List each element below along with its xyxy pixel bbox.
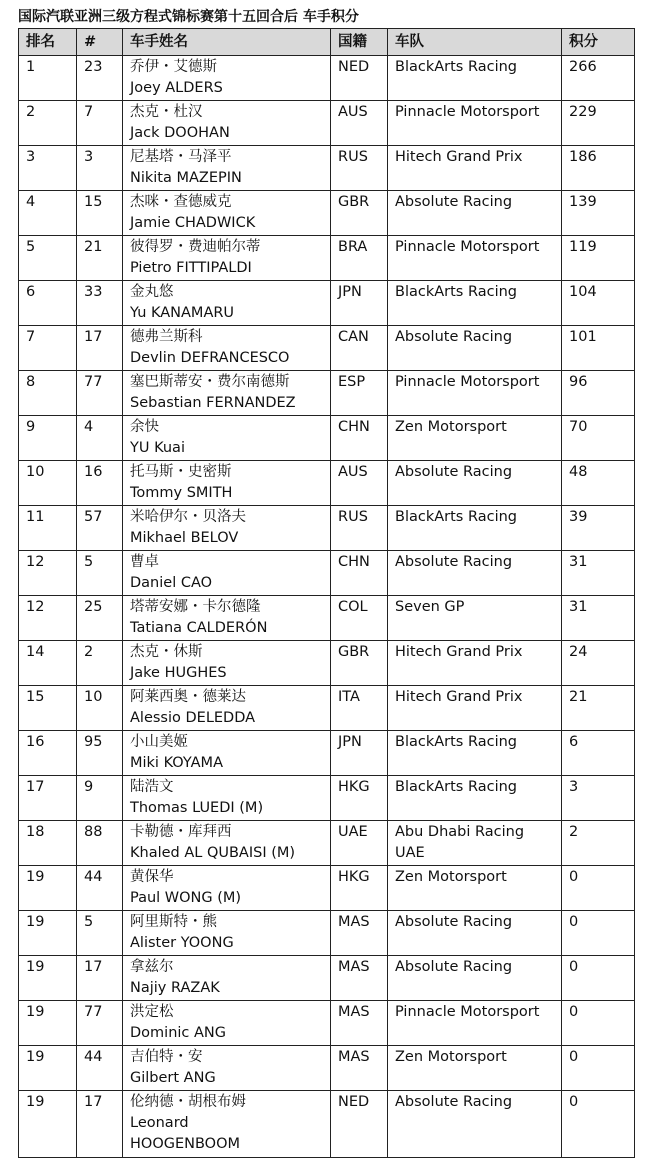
team-name: Pinnacle Motorsport [395,1004,540,1020]
cell-rank: 15 [19,686,77,731]
table-row [19,56,635,101]
cell-number: 95 [77,731,123,776]
cell-rank: 2 [19,101,77,146]
cell-nationality: CHN [331,551,388,596]
cell-points: 0 [562,866,635,911]
cell-rank: 3 [19,146,77,191]
team-name: Pinnacle Motorsport [395,374,540,390]
cell-team [388,686,562,731]
cell-team [388,956,562,1001]
cell-driver [123,101,331,146]
header-points: 积分 [562,29,635,56]
cell-driver [123,416,331,461]
cell-nationality: UAE [331,821,388,866]
driver-name-cn: 小山美姬 [130,734,188,750]
cell-points: 70 [562,416,635,461]
header-nationality: 国籍 [331,29,388,56]
cell-team [388,821,562,866]
team-name: Zen Motorsport [395,1049,507,1065]
cell-number: 5 [77,551,123,596]
table-row [19,956,635,1001]
header-driver: 车手姓名 [123,29,331,56]
cell-nationality: JPN [331,281,388,326]
cell-number: 23 [77,56,123,101]
team-name-line2: UAE [395,845,425,861]
driver-name-en: Najiy RAZAK [130,980,220,996]
cell-team [388,641,562,686]
cell-rank: 4 [19,191,77,236]
table-row [19,461,635,506]
cell-driver [123,596,331,641]
table-row [19,1001,635,1046]
cell-number: 77 [77,371,123,416]
cell-nationality: AUS [331,461,388,506]
cell-nationality: NED [331,56,388,101]
driver-name-en: Thomas LUEDI (M) [130,800,264,816]
cell-nationality: NED [331,1091,388,1158]
cell-points: 229 [562,101,635,146]
cell-rank: 11 [19,506,77,551]
driver-name-en: Jake HUGHES [130,665,227,681]
cell-driver [123,146,331,191]
cell-driver [123,461,331,506]
cell-driver [123,1046,331,1091]
team-name: Zen Motorsport [395,869,507,885]
cell-driver [123,911,331,956]
cell-points: 0 [562,1046,635,1091]
cell-team [388,506,562,551]
cell-number: 7 [77,101,123,146]
cell-nationality: RUS [331,506,388,551]
driver-name-cn: 杰咪・查德威克 [130,194,232,210]
cell-number: 57 [77,506,123,551]
cell-driver [123,236,331,281]
cell-number: 44 [77,1046,123,1091]
cell-nationality: MAS [331,956,388,1001]
cell-number: 5 [77,911,123,956]
cell-rank: 19 [19,956,77,1001]
cell-points: 119 [562,236,635,281]
driver-name-cn: 尼基塔・马泽平 [130,149,232,165]
cell-number: 33 [77,281,123,326]
team-name: Pinnacle Motorsport [395,239,540,255]
cell-team [388,416,562,461]
cell-points: 0 [562,1001,635,1046]
page-title: 国际汽联亚洲三级方程式锦标赛第十五回合后 车手积分 [18,9,359,25]
cell-points: 96 [562,371,635,416]
driver-name-cn: 洪定松 [130,1004,174,1020]
cell-rank: 17 [19,776,77,821]
team-name: BlackArts Racing [395,59,517,75]
cell-number: 21 [77,236,123,281]
cell-team [388,1091,562,1158]
cell-team [388,866,562,911]
driver-name-en: Tatiana CALDERÓN [130,620,268,636]
cell-rank: 18 [19,821,77,866]
driver-name-cn: 陆浩文 [130,779,174,795]
cell-rank: 19 [19,1091,77,1158]
driver-name-en-line2: HOOGENBOOM [130,1136,241,1152]
driver-name-cn: 卡勒德・库拜西 [130,824,232,840]
team-name: Absolute Racing [395,914,513,930]
team-name: BlackArts Racing [395,509,517,525]
driver-name-cn: 曹卓 [130,554,159,570]
table-row [19,236,635,281]
cell-rank: 19 [19,1001,77,1046]
table-row [19,776,635,821]
table-row [19,686,635,731]
table-header-row [19,29,635,56]
driver-name-en: Leonard [130,1115,189,1131]
table-row [19,866,635,911]
cell-nationality: MAS [331,1046,388,1091]
cell-points: 6 [562,731,635,776]
cell-driver [123,686,331,731]
cell-rank: 5 [19,236,77,281]
cell-rank: 9 [19,416,77,461]
cell-number: 4 [77,416,123,461]
driver-name-en: Daniel CAO [130,575,213,591]
standings-body [19,56,635,1158]
driver-name-en: Joey ALDERS [130,80,223,96]
cell-nationality: ITA [331,686,388,731]
driver-name-en: Gilbert ANG [130,1070,216,1086]
team-name: Seven GP [395,599,465,615]
cell-nationality: HKG [331,866,388,911]
driver-name-en: Mikhael BELOV [130,530,239,546]
cell-rank: 19 [19,911,77,956]
driver-name-cn: 德弗兰斯科 [130,329,203,345]
header-team: 车队 [388,29,562,56]
header-rank: 排名 [19,29,77,56]
cell-driver [123,641,331,686]
driver-name-en: Tommy SMITH [130,485,233,501]
table-row [19,821,635,866]
cell-points: 0 [562,911,635,956]
cell-driver [123,821,331,866]
cell-nationality: MAS [331,1001,388,1046]
driver-name-en: Dominic ANG [130,1025,226,1041]
driver-name-en: Devlin DEFRANCESCO [130,350,290,366]
cell-team [388,911,562,956]
cell-points: 24 [562,641,635,686]
driver-name-en: YU Kuai [130,440,185,456]
cell-team [388,596,562,641]
cell-nationality: MAS [331,911,388,956]
team-name: Pinnacle Motorsport [395,104,540,120]
cell-rank: 19 [19,866,77,911]
cell-driver [123,191,331,236]
cell-driver [123,1091,331,1158]
cell-team [388,101,562,146]
table-row [19,551,635,596]
cell-points: 31 [562,596,635,641]
table-row [19,371,635,416]
table-row [19,506,635,551]
cell-driver [123,371,331,416]
cell-number: 25 [77,596,123,641]
table-row [19,1091,635,1158]
table-row [19,1046,635,1091]
cell-rank: 6 [19,281,77,326]
driver-name-cn: 托马斯・史密斯 [130,464,232,480]
driver-name-en: Pietro FITTIPALDI [130,260,252,276]
cell-points: 39 [562,506,635,551]
cell-nationality: HKG [331,776,388,821]
driver-name-en: Jamie CHADWICK [130,215,256,231]
cell-rank: 19 [19,1046,77,1091]
cell-rank: 12 [19,596,77,641]
cell-driver [123,731,331,776]
cell-team [388,551,562,596]
cell-driver [123,281,331,326]
cell-points: 31 [562,551,635,596]
cell-number: 88 [77,821,123,866]
driver-name-en: Nikita MAZEPIN [130,170,242,186]
table-row [19,281,635,326]
table-row [19,596,635,641]
cell-number: 16 [77,461,123,506]
team-name: BlackArts Racing [395,779,517,795]
cell-team [388,1046,562,1091]
cell-nationality: AUS [331,101,388,146]
cell-points: 186 [562,146,635,191]
cell-driver [123,1001,331,1046]
cell-nationality: GBR [331,641,388,686]
team-name: Hitech Grand Prix [395,644,523,660]
driver-name-en: Khaled AL QUBAISI (M) [130,845,296,861]
team-name: Absolute Racing [395,329,513,345]
cell-driver [123,326,331,371]
team-name: Hitech Grand Prix [395,689,523,705]
driver-name-en: Yu KANAMARU [130,305,235,321]
driver-name-en: Miki KOYAMA [130,755,223,771]
cell-points: 101 [562,326,635,371]
cell-driver [123,551,331,596]
cell-points: 3 [562,776,635,821]
cell-team [388,731,562,776]
cell-number: 44 [77,866,123,911]
cell-nationality: CAN [331,326,388,371]
cell-number: 10 [77,686,123,731]
cell-rank: 8 [19,371,77,416]
team-name: Zen Motorsport [395,419,507,435]
driver-name-cn: 金丸悠 [130,284,174,300]
table-row [19,641,635,686]
cell-team [388,281,562,326]
team-name: Absolute Racing [395,1094,513,1110]
cell-points: 104 [562,281,635,326]
team-name: Absolute Racing [395,194,513,210]
cell-nationality: RUS [331,146,388,191]
cell-team [388,191,562,236]
driver-name-cn: 余快 [130,419,159,435]
driver-name-cn: 米哈伊尔・贝洛夫 [130,509,246,525]
driver-name-cn: 杰克・休斯 [130,644,203,660]
cell-points: 139 [562,191,635,236]
driver-name-en: Alister YOONG [130,935,234,951]
driver-name-en: Paul WONG (M) [130,890,242,906]
driver-name-cn: 塞巴斯蒂安・费尔南德斯 [130,374,290,390]
cell-points: 48 [562,461,635,506]
cell-nationality: COL [331,596,388,641]
cell-nationality: JPN [331,731,388,776]
driver-name-cn: 伦纳德・胡根布姆 [130,1094,246,1110]
cell-driver [123,56,331,101]
cell-team [388,56,562,101]
cell-number: 17 [77,956,123,1001]
team-name: Hitech Grand Prix [395,149,523,165]
cell-points: 0 [562,956,635,1001]
team-name: Abu Dhabi Racing [395,824,525,840]
cell-number: 77 [77,1001,123,1046]
cell-driver [123,866,331,911]
table-row [19,731,635,776]
cell-points: 0 [562,1091,635,1158]
driver-name-cn: 塔蒂安娜・卡尔德隆 [130,599,261,615]
table-row [19,911,635,956]
cell-driver [123,506,331,551]
cell-number: 17 [77,326,123,371]
driver-name-cn: 阿里斯特・熊 [130,914,217,930]
cell-nationality: GBR [331,191,388,236]
header-number: # [77,29,123,56]
table-row [19,326,635,371]
cell-nationality: CHN [331,416,388,461]
cell-number: 2 [77,641,123,686]
table-row [19,101,635,146]
table-row [19,416,635,461]
cell-rank: 16 [19,731,77,776]
driver-name-en: Sebastian FERNANDEZ [130,395,296,411]
cell-points: 266 [562,56,635,101]
driver-name-en: Jack DOOHAN [130,125,230,141]
cell-points: 21 [562,686,635,731]
cell-number: 17 [77,1091,123,1158]
cell-driver [123,956,331,1001]
team-name: Absolute Racing [395,959,513,975]
driver-name-cn: 吉伯特・安 [130,1049,203,1065]
driver-name-cn: 黄保华 [130,869,174,885]
team-name: Absolute Racing [395,554,513,570]
cell-number: 3 [77,146,123,191]
driver-name-cn: 杰克・杜汉 [130,104,203,120]
cell-points: 2 [562,821,635,866]
team-name: Absolute Racing [395,464,513,480]
driver-name-cn: 彼得罗・费迪帕尔蒂 [130,239,261,255]
cell-rank: 10 [19,461,77,506]
cell-rank: 1 [19,56,77,101]
cell-nationality: BRA [331,236,388,281]
team-name: BlackArts Racing [395,284,517,300]
driver-name-cn: 乔伊・艾德斯 [130,59,217,75]
table-row [19,191,635,236]
table-row [19,146,635,191]
driver-name-cn: 拿兹尔 [130,959,174,975]
cell-team [388,371,562,416]
cell-team [388,776,562,821]
cell-rank: 14 [19,641,77,686]
standings-table [18,28,635,1158]
cell-nationality: ESP [331,371,388,416]
cell-team [388,1001,562,1046]
cell-rank: 7 [19,326,77,371]
cell-number: 15 [77,191,123,236]
cell-team [388,461,562,506]
driver-name-en: Alessio DELEDDA [130,710,256,726]
team-name: BlackArts Racing [395,734,517,750]
cell-number: 9 [77,776,123,821]
cell-team [388,326,562,371]
driver-name-cn: 阿莱西奥・德莱达 [130,689,246,705]
cell-rank: 12 [19,551,77,596]
cell-team [388,146,562,191]
cell-team [388,236,562,281]
cell-driver [123,776,331,821]
